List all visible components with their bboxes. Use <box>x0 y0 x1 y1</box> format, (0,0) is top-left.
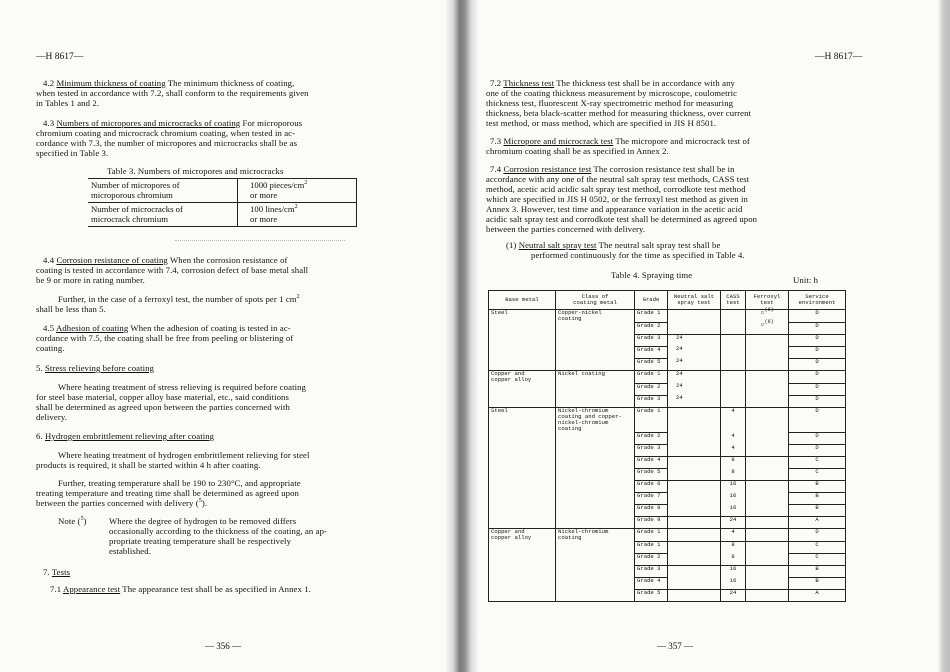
section-6-line-1: Where heating treatment of hydrogen embrittlement relieving for steel <box>58 450 310 460</box>
table-4-cass-cell <box>721 322 746 334</box>
table-4-ferroxyl-cell <box>746 395 789 407</box>
table-4-grade-cell: Grade 6 <box>635 481 668 493</box>
table-4-base-metal-cell <box>489 383 556 395</box>
table-4-row <box>489 407 846 432</box>
table-4-base-metal-cell <box>489 542 556 554</box>
table-4-grade-cell: Grade 5 <box>635 590 668 602</box>
table-4-neutral-cell: 24 <box>668 358 721 370</box>
table-4-body <box>489 307 846 602</box>
table-4-base-metal-cell <box>489 493 556 505</box>
table-4-class-cell <box>556 578 635 590</box>
table-4-base-metal-cell <box>489 505 556 517</box>
table-4-ferroxyl-cell <box>746 433 789 445</box>
section-7-3-line-1: 7.3 Micropore and microcrack test The micropore and microcrack test of <box>490 136 750 146</box>
table-4-base-metal-cell <box>489 457 556 469</box>
section-4-3-line-3: cordance with 7.3, the number of micropores and microcracks shall be as <box>36 138 298 148</box>
table-4-ferroxyl-cell <box>746 542 789 554</box>
table-4-header-service: Service environment <box>789 291 846 310</box>
table-4-row <box>489 358 846 370</box>
table-4-row <box>489 395 846 407</box>
table-4-grade-cell: Grade 8 <box>635 505 668 517</box>
table-4-row <box>489 310 846 323</box>
section-4-4-line-2: coating is tested in accordance with 7.4, corrosion defect of base metal shall <box>36 265 309 275</box>
section-5-line-3: shall be determined as agreed upon between the parties concerned with <box>36 402 290 412</box>
table-4-neutral-cell <box>668 517 721 529</box>
table-4-cass-cell <box>721 370 746 383</box>
table-4-cass-cell <box>721 334 746 346</box>
faint-scan-mark <box>175 240 345 243</box>
table-4-cass-cell <box>721 383 746 395</box>
table-4-class-cell: Nickel-chromium coating <box>556 529 635 542</box>
table-4-base-metal-cell <box>489 358 556 370</box>
table-4-service-cell: D <box>789 310 846 323</box>
table-4-neutral-cell <box>668 542 721 554</box>
table-3-label-cell: Number of micropores of microporous chromium <box>88 179 238 203</box>
section-7-1-line: 7.1 Appearance test The appearance test shall be as specified in Annex 1. <box>50 584 311 594</box>
table-4-service-cell: D <box>789 445 846 457</box>
left-page-header: —H 8617— <box>36 52 84 62</box>
table-4-base-metal-cell <box>489 445 556 457</box>
table-4-service-cell: C <box>789 469 846 481</box>
table-4-service-cell: B <box>789 566 846 578</box>
table-4-cass-cell: 8 <box>721 542 746 554</box>
table-4-class-cell <box>556 358 635 370</box>
section-4-2-line-1: 4.2 Minimum thickness of coating The minimum thickness of coating, <box>43 78 295 88</box>
section-7-4-line-5: Annex 3. However, test time and appearance variation in the acetic acid <box>486 204 743 214</box>
section-7-2-line-2: one of the coating thickness measurement by microscope, coulometric <box>486 88 738 98</box>
table-4-row <box>489 590 846 602</box>
table-4-ferroxyl-cell <box>746 578 789 590</box>
section-7-4-line-6: acidic salt spray test and corrodkote test shall be determined as agreed upon <box>486 214 758 224</box>
table-4-neutral-cell <box>668 566 721 578</box>
table-4-class-cell <box>556 493 635 505</box>
table-4-service-cell: C <box>789 542 846 554</box>
table-4-grade-cell: Grade 3 <box>635 445 668 457</box>
table-4-service-cell: D <box>789 370 846 383</box>
table-4-grade-cell: Grade 1 <box>635 529 668 542</box>
table-4-service-cell: A <box>789 590 846 602</box>
section-7-2-line-3: thickness test, fluorescent X-ray spectrometric method for measuring <box>486 98 734 108</box>
table-4-row <box>489 481 846 493</box>
section-7-heading: 7. Tests <box>43 567 71 577</box>
table-3-value-cell: 100 lines/$cm^2$ or more <box>238 203 357 227</box>
table-4-base-metal-cell <box>489 334 556 346</box>
section-4-3-line-1: 4.3 Numbers of micropores and microcracks of coating For microporous <box>43 118 303 128</box>
table-4-service-cell: B <box>789 505 846 517</box>
table-4-class-cell <box>556 433 635 445</box>
table-4-cass-cell <box>721 395 746 407</box>
table-4-cass-cell <box>721 310 746 323</box>
table-4-neutral-cell: 24 <box>668 370 721 383</box>
note-5-line-2: occasionally according to the thickness of the coating, an ap- <box>109 526 328 536</box>
table-4-row <box>489 517 846 529</box>
table-4-cass-cell: 8 <box>721 457 746 469</box>
table-4-class-cell <box>556 322 635 334</box>
table-4-base-metal-cell <box>489 566 556 578</box>
table-4-row <box>489 578 846 590</box>
table-4-ferroxyl-cell <box>746 334 789 346</box>
table-4-class-cell <box>556 383 635 395</box>
table-4-row <box>489 542 846 554</box>
table-4-base-metal-cell <box>489 481 556 493</box>
table-4-service-cell: D <box>789 346 846 358</box>
note-5-label: Note ($^5$) <box>58 516 87 526</box>
table-4-service-cell: C <box>789 457 846 469</box>
table-4-ferroxyl-cell <box>746 493 789 505</box>
table-4-class-cell <box>556 542 635 554</box>
left-page <box>0 0 445 672</box>
table-4-class-cell <box>556 346 635 358</box>
table-4-base-metal-cell <box>489 322 556 334</box>
table-4-cass-cell: 4 <box>721 529 746 542</box>
table-4-neutral-cell <box>668 433 721 445</box>
table-4-grade-cell: Grade 2 <box>635 433 668 445</box>
table-3-value-cell: 1000 pieces/$cm^2$ or more <box>238 179 357 203</box>
table-4-grade-cell: Grade 4 <box>635 578 668 590</box>
table-4-base-metal-cell <box>489 554 556 566</box>
table-4-service-cell: D <box>789 358 846 370</box>
table-4-cass-cell: 16 <box>721 578 746 590</box>
table-4-cass-cell: 16 <box>721 505 746 517</box>
table-4-neutral-cell <box>668 590 721 602</box>
table-4-service-cell: D <box>789 334 846 346</box>
section-5-line-1: Where heating treatment of stress relieving is required before coating <box>58 382 306 392</box>
table-4-ferroxyl-cell: ○$^{(6)}$ <box>746 310 789 323</box>
section-6-heading: 6. Hydrogen embrittlement relieving after coating <box>36 431 215 441</box>
table-4-grade-cell: Grade 3 <box>635 334 668 346</box>
table-4-neutral-cell <box>668 322 721 334</box>
section-4-2-line-3: in Tables 1 and 2. <box>36 98 100 108</box>
table-4-service-cell: D <box>789 407 846 432</box>
table-4-class-cell <box>556 445 635 457</box>
table-3 <box>88 178 357 227</box>
table-4-grade-cell: Grade 2 <box>635 554 668 566</box>
table-4-class-cell <box>556 481 635 493</box>
table-4-grade-cell: Grade 3 <box>635 395 668 407</box>
table-4-service-cell: B <box>789 493 846 505</box>
table-4-base-metal-cell: Steel <box>489 310 556 323</box>
right-page-header: —H 8617— <box>815 52 863 62</box>
table-4-row <box>489 383 846 395</box>
table-4-grade-cell: Grade 9 <box>635 517 668 529</box>
table-4-ferroxyl-cell <box>746 469 789 481</box>
table-4-neutral-cell <box>668 445 721 457</box>
table-4-neutral-cell: 24 <box>668 334 721 346</box>
table-4-cass-cell: 16 <box>721 481 746 493</box>
table-4-neutral-cell: 24 <box>668 346 721 358</box>
section-7-3-line-2: chromium coating shall be as specified in Annex 2. <box>486 146 669 156</box>
table-4-header-row <box>489 291 846 310</box>
table-4-cass-cell: 4 <box>721 433 746 445</box>
section-7-2-line-5: test method, or mass method, which are specified in JIS H 8501. <box>486 118 717 128</box>
table-4-grade-cell: Grade 2 <box>635 322 668 334</box>
table-4-cass-cell: 8 <box>721 554 746 566</box>
table-4-row <box>489 433 846 445</box>
table-4-service-cell: D <box>789 395 846 407</box>
table-4-base-metal-cell: Steel <box>489 407 556 432</box>
table-4-row <box>489 505 846 517</box>
table-4-ferroxyl-cell: ○$^{(6)}$ <box>746 322 789 334</box>
section-4-4-line-1: 4.4 Corrosion resistance of coating When the corrosion resistance of <box>43 255 288 265</box>
table-4-ferroxyl-cell <box>746 383 789 395</box>
section-7-2-line-4: thickness, beta black-scatter method for measuring thickness, over current <box>486 108 752 118</box>
table-4-neutral-cell <box>668 529 721 542</box>
section-6-temp-line-3: between the parties concerned with delivery ($^5$). <box>36 498 208 508</box>
table-4-grade-cell: Grade 3 <box>635 566 668 578</box>
table-4-service-cell: B <box>789 481 846 493</box>
table-4-row <box>489 457 846 469</box>
table-4-neutral-cell <box>668 457 721 469</box>
table-4-header-base-metal: Base metal <box>489 291 556 310</box>
table-4-neutral-cell: 24 <box>668 383 721 395</box>
table-3-row <box>88 203 357 227</box>
table-4-row <box>489 370 846 383</box>
table-3-row <box>88 179 357 203</box>
table-4-neutral-cell <box>668 407 721 432</box>
section-4-5-line-2: cordance with 7.5, the coating shall be free from peeling or blistering of <box>36 333 294 343</box>
table-4-ferroxyl-cell <box>746 529 789 542</box>
table-4-ferroxyl-cell <box>746 505 789 517</box>
table-4-service-cell: D <box>789 433 846 445</box>
table-4-cass-cell: 4 <box>721 445 746 457</box>
table-4-base-metal-cell <box>489 395 556 407</box>
section-6-temp-line-2: treating temperature and treating time shall be determined as agreed upon <box>36 488 299 498</box>
table-4-ferroxyl-cell <box>746 554 789 566</box>
section-5-line-4: delivery. <box>36 412 67 422</box>
table-4-base-metal-cell <box>489 346 556 358</box>
table-4-ferroxyl-cell <box>746 566 789 578</box>
table-4-row <box>489 322 846 334</box>
table-4-base-metal-cell <box>489 590 556 602</box>
table-4-header-ferroxyl: Ferroxyl test <box>746 291 789 310</box>
table-4-cass-cell: 24 <box>721 517 746 529</box>
table-4-class-cell <box>556 469 635 481</box>
table-4-cass-cell: 4 <box>721 407 746 432</box>
table-4-service-cell: D <box>789 383 846 395</box>
table-4-class-cell <box>556 517 635 529</box>
table-4-header-class: Class of coating metal <box>556 291 635 310</box>
section-4-3-line-4: specified in Table 3. <box>36 148 109 158</box>
table-4-class-cell <box>556 590 635 602</box>
table-4-header-cass: CASS test <box>721 291 746 310</box>
table-4 <box>488 290 846 602</box>
table-4-cass-cell <box>721 346 746 358</box>
table-4-ferroxyl-cell <box>746 358 789 370</box>
table-4-neutral-cell: 24 <box>668 395 721 407</box>
table-4-cass-cell: 16 <box>721 566 746 578</box>
page-edge-shadow <box>938 0 950 672</box>
table-4-grade-cell: Grade 4 <box>635 346 668 358</box>
table-4-cass-cell: 16 <box>721 493 746 505</box>
table-4-header-grade: Grade <box>635 291 668 310</box>
table-4-caption: Table 4. Spraying time <box>611 270 693 280</box>
table-4-header-neutral-salt: Neutral salt spray test <box>668 291 721 310</box>
table-4-base-metal-cell: Copper and copper alloy <box>489 529 556 542</box>
section-7-4-line-1: 7.4 Corrosion resistance test The corrosion resistance test shall be in <box>490 164 735 174</box>
table-4-row <box>489 346 846 358</box>
table-4-ferroxyl-cell <box>746 481 789 493</box>
table-4-base-metal-cell: Copper and copper alloy <box>489 370 556 383</box>
table-4-grade-cell: Grade 5 <box>635 358 668 370</box>
right-page-number: — 357 — <box>657 641 693 651</box>
table-4-neutral-cell <box>668 310 721 323</box>
note-5-line-4: established. <box>109 546 151 556</box>
section-7-4-line-3: method, acetic acid acidic salt spray test method, corrodkote test method <box>486 184 746 194</box>
table-4-ferroxyl-cell <box>746 370 789 383</box>
table-4-grade-cell: Grade 7 <box>635 493 668 505</box>
section-4-4-line-3: be 9 or more in rating number. <box>36 275 145 285</box>
section-7-4-line-7: between the parties concerned with delivery. <box>486 224 646 234</box>
table-4-ferroxyl-cell <box>746 517 789 529</box>
table-4-service-cell: A <box>789 517 846 529</box>
table-4-row <box>489 554 846 566</box>
table-4-service-cell: D <box>789 322 846 334</box>
table-4-ferroxyl-cell <box>746 445 789 457</box>
table-4-base-metal-cell <box>489 433 556 445</box>
note-5-line-3: propriate treating temperature shall be respectively <box>109 536 292 546</box>
book-gutter <box>445 0 478 672</box>
table-4-neutral-cell <box>668 469 721 481</box>
section-6-temp-line-1: Further, treating temperature shall be 190 to 230°C, and appropriate <box>58 478 301 488</box>
table-4-class-cell: Nickel coating <box>556 370 635 383</box>
table-4-base-metal-cell <box>489 578 556 590</box>
table-4-class-cell: Copper-nickel coating <box>556 310 635 323</box>
section-4-3-line-2: chromium coating and microcrack chromium coating, when tested in ac- <box>36 128 296 138</box>
section-4-4-ferroxyl-line-2: shall be less than 5. <box>36 304 106 314</box>
table-4-class-cell <box>556 457 635 469</box>
table-4-grade-cell: Grade 1 <box>635 370 668 383</box>
table-3-label-cell: Number of microcracks of microcrack chromium <box>88 203 238 227</box>
section-4-2-line-2: when tested in accordance with 7.2, shall conform to the requirements given <box>36 88 309 98</box>
table-4-grade-cell: Grade 1 <box>635 310 668 323</box>
table-4-class-cell: Nickel-chromium coating and copper- nickel-chromium coating <box>556 407 635 432</box>
table-4-neutral-cell <box>668 578 721 590</box>
table-4-class-cell <box>556 554 635 566</box>
table-4-row <box>489 566 846 578</box>
table-4-base-metal-cell <box>489 469 556 481</box>
table-4-cass-cell <box>721 358 746 370</box>
table-4-cass-cell: 8 <box>721 469 746 481</box>
table-4-grade-cell: Grade 5 <box>635 469 668 481</box>
section-4-5-line-1: 4.5 Adhesion of coating When the adhesion of coating is tested in ac- <box>43 323 291 333</box>
section-7-4-1-line-2: performed continuously for the time as specified in Table 4. <box>531 250 745 260</box>
table-4-service-cell: D <box>789 529 846 542</box>
table-4-row <box>489 334 846 346</box>
section-5-line-2: for steel base material, copper alloy base material, etc., said conditions <box>36 392 289 402</box>
table-4-grade-cell: Grade 1 <box>635 407 668 432</box>
table-4-row <box>489 445 846 457</box>
table-4-ferroxyl-cell <box>746 457 789 469</box>
table-4-grade-cell: Grade 2 <box>635 383 668 395</box>
section-6-line-2: products is required, it shall be started within 4 h after coating. <box>36 460 261 470</box>
table-4-grade-cell: Grade 4 <box>635 457 668 469</box>
table-4-ferroxyl-cell <box>746 407 789 432</box>
table-4-ferroxyl-cell <box>746 346 789 358</box>
table-4-neutral-cell <box>668 505 721 517</box>
table-4-service-cell: B <box>789 578 846 590</box>
section-7-4-1-line-1: (1) Neutral salt spray test The neutral salt spray test shall be <box>506 240 721 250</box>
section-7-4-line-4: which are specified in JIS H 0502, or the ferroxyl test method as given in <box>486 194 748 204</box>
table-4-row <box>489 529 846 542</box>
section-4-4-ferroxyl-line-1: Further, in the case of a ferroxyl test, the number of spots per 1 $cm^2$ <box>58 294 300 304</box>
table-4-ferroxyl-cell <box>746 590 789 602</box>
left-page-number: — 356 — <box>205 641 241 651</box>
table-4-base-metal-cell <box>489 517 556 529</box>
table-4-grade-cell: Grade 1 <box>635 542 668 554</box>
table-4-neutral-cell <box>668 554 721 566</box>
table-3-caption: Table 3. Numbers of micropores and microcracks <box>107 166 284 176</box>
table-4-class-cell <box>556 395 635 407</box>
table-4-class-cell <box>556 505 635 517</box>
section-4-5-line-3: coating. <box>36 343 65 353</box>
note-5-line-1: Where the degree of hydrogen to be removed differs <box>109 516 297 526</box>
table-4-cass-cell: 24 <box>721 590 746 602</box>
table-4-row <box>489 469 846 481</box>
table-4-class-cell <box>556 566 635 578</box>
table-4-unit: Unit: h <box>793 275 819 285</box>
section-7-2-line-1: 7.2 Thickness test The thickness test shall be in accordance with any <box>490 78 735 88</box>
table-4-service-cell: C <box>789 554 846 566</box>
table-4-neutral-cell <box>668 493 721 505</box>
table-4-class-cell <box>556 334 635 346</box>
section-5-heading: 5. Stress relieving before coating <box>36 363 155 373</box>
table-4-row <box>489 493 846 505</box>
section-7-4-line-2: accordance with any one of the neutral salt spray test methods, CASS test <box>486 174 750 184</box>
table-4-neutral-cell <box>668 481 721 493</box>
